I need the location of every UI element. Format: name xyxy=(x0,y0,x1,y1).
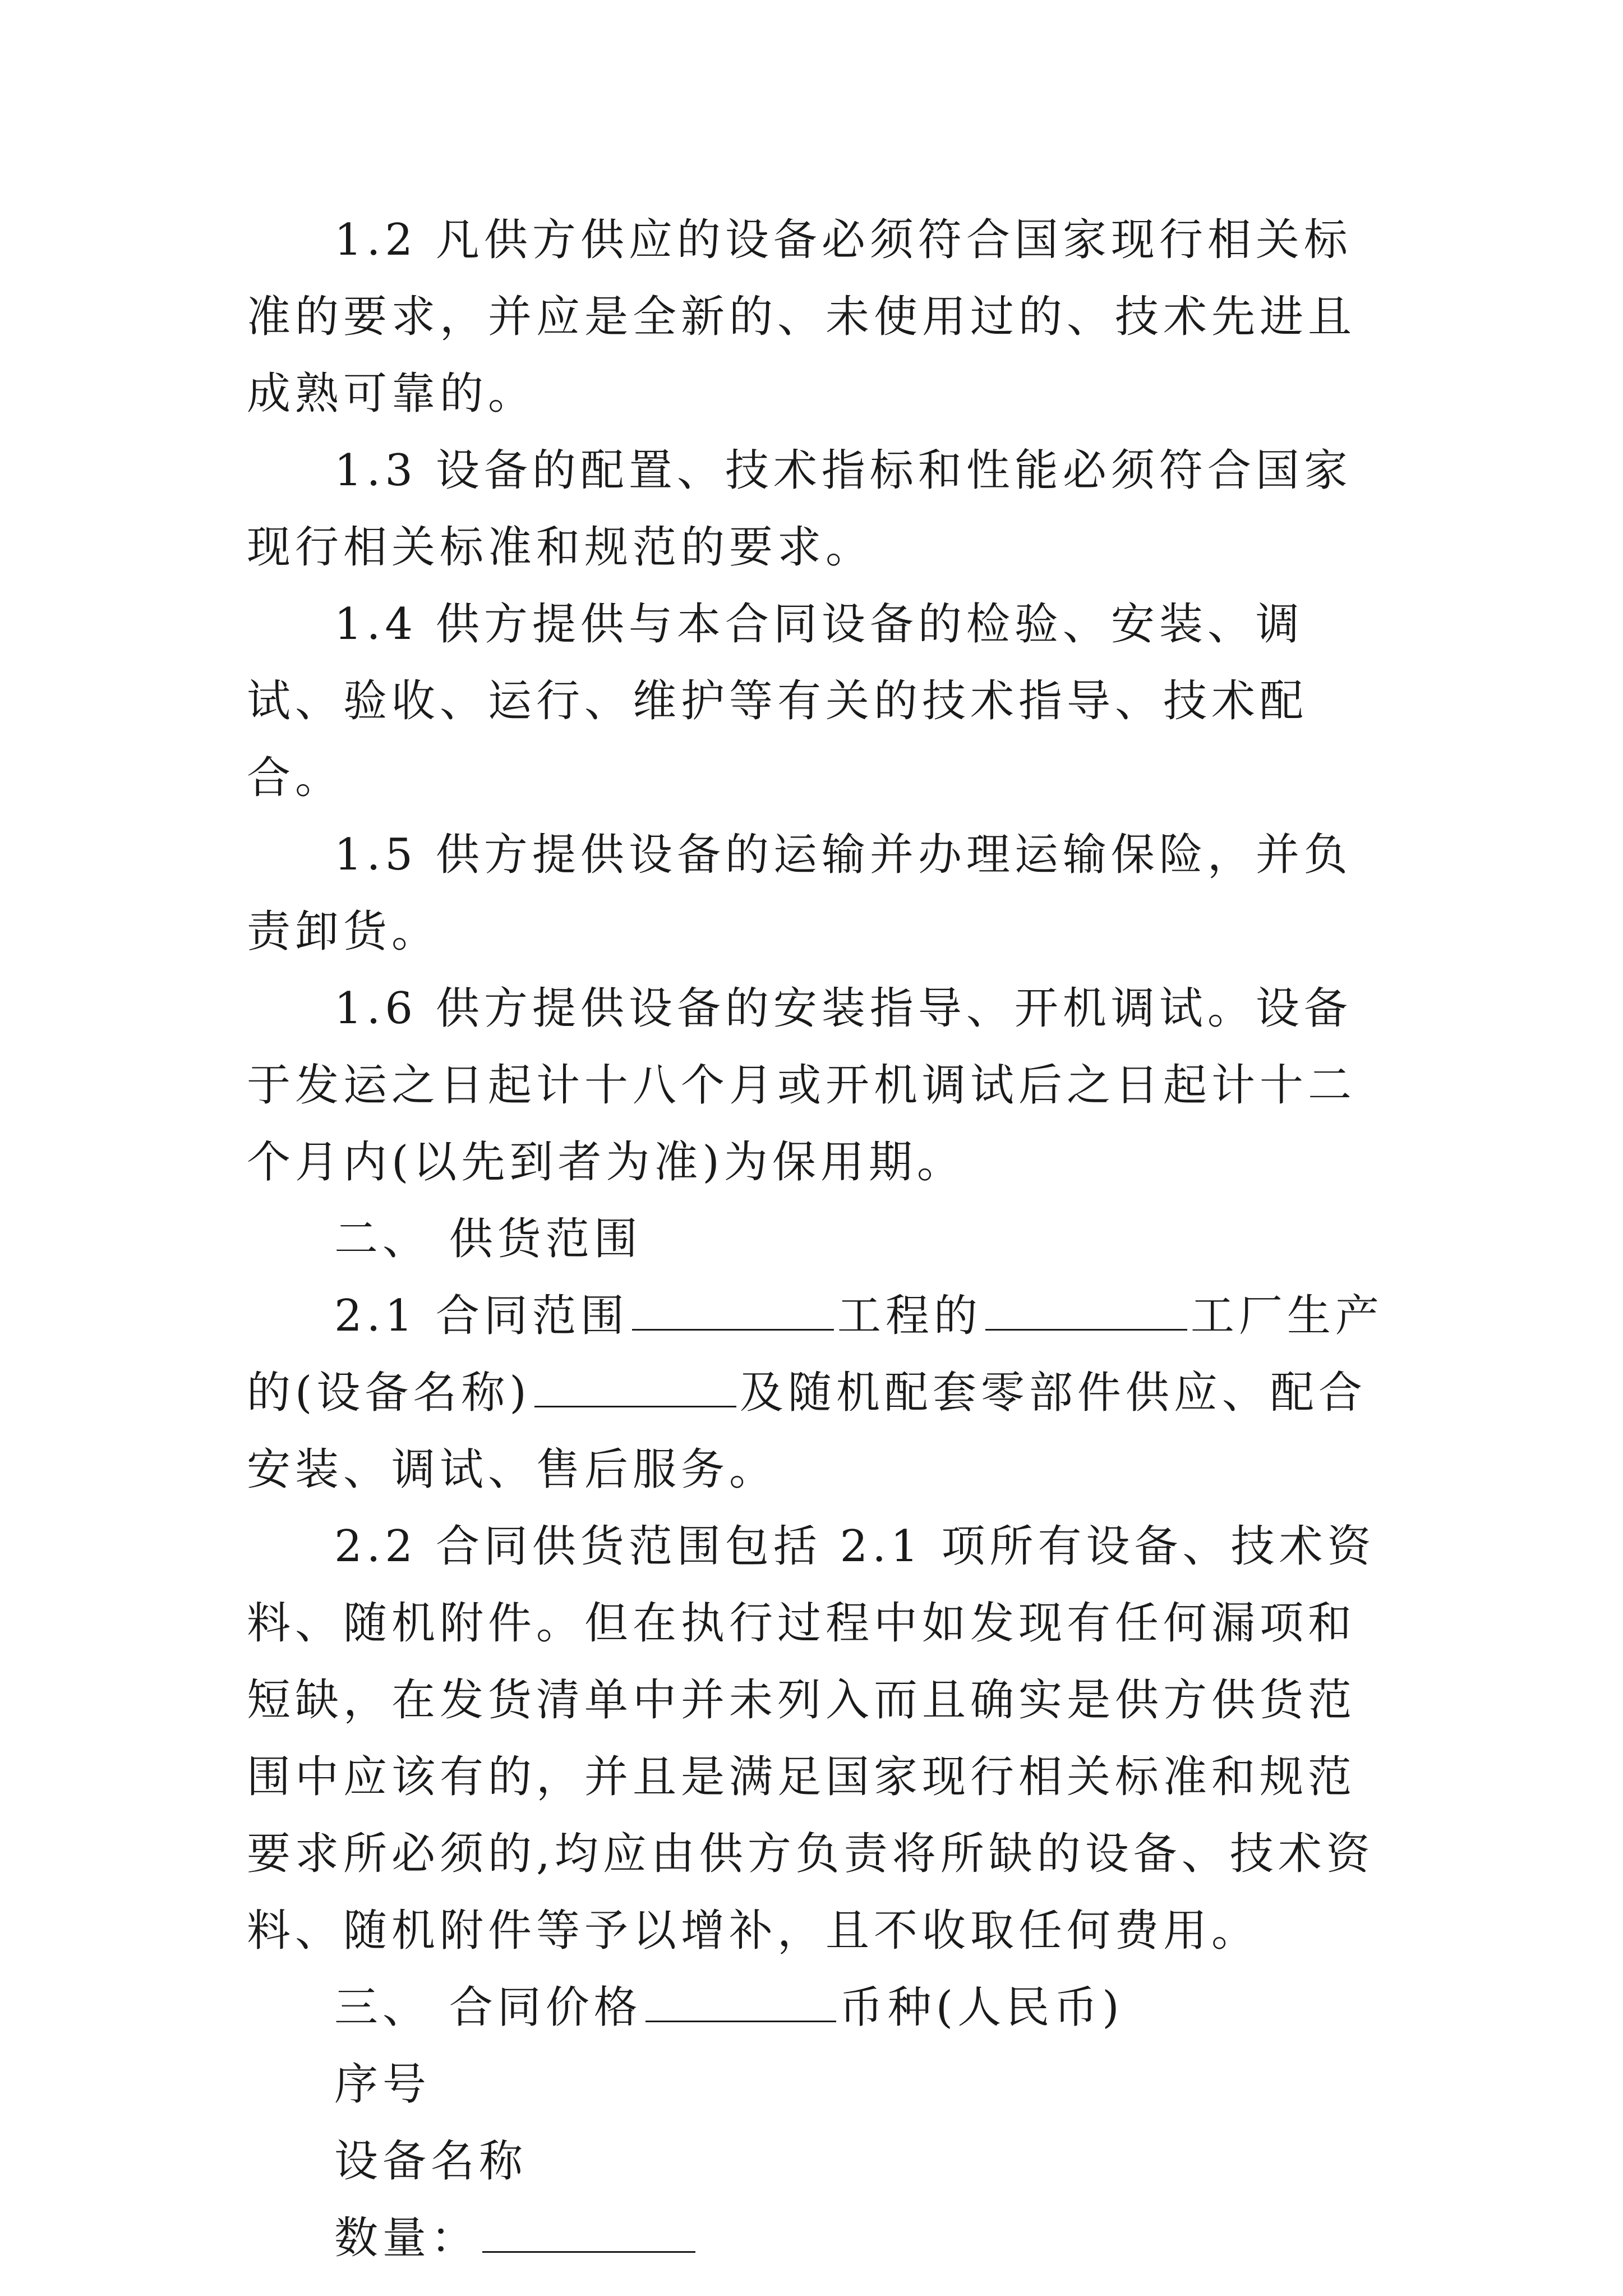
currency-text: 币种(人民币) xyxy=(839,1982,1124,2033)
section-3-heading-text: 三、 合同价格 xyxy=(334,1982,642,2033)
section-2-heading: 二、 供货范围 xyxy=(334,1214,642,1264)
clause-2-1-part-b: 工程的 xyxy=(837,1291,982,1341)
factory-name-blank xyxy=(985,1295,1187,1331)
item-qty-line xyxy=(247,2200,1391,2277)
clause-2-1-part-a: 2.1 合同范围 xyxy=(334,1291,629,1341)
item-name-label: 设备名称 xyxy=(334,2136,528,2187)
contract-price-blank xyxy=(645,1987,836,2022)
quantity-blank xyxy=(482,2217,695,2253)
document-page xyxy=(247,202,1391,2277)
section-3-heading xyxy=(247,1970,1391,2046)
clause-1-2: 1.2 凡供方供应的设备必须符合国家现行相关标准的要求，并应是全新的、未使用过的、技术先进且成熟可靠的。 xyxy=(247,215,1357,419)
clause-2-2: 2.2 合同供货范围包括 2.1 项所有设备、技术资料、随机附件。但在执行过程中如发现有任何漏项和短缺，在发货清单中并未列入而且确实是供方供货范围中应该有的，并且是满足国家现行相关标准和规范要求所必须的,均应由供方负责将所缺的设备、技术资料、随机附件等予以增补，且不收取任何费用。 xyxy=(247,1521,1376,1956)
item-qty-label: 数量： xyxy=(334,2213,479,2263)
equipment-name-blank xyxy=(534,1372,736,1407)
clause-1-5: 1.5 供方提供设备的运输并办理运输保险，并负责卸货。 xyxy=(247,830,1352,957)
clause-2-1-part-c: 工厂生产的(设备名称) xyxy=(247,1291,1384,1418)
clause-2-1-part-d: 及随机配套零部件供应、配合安装、调试、售后服务。 xyxy=(247,1368,1367,1495)
clause-1-6: 1.6 供方提供设备的安装指导、开机调试。设备于发运之日起计十八个月或开机调试后之日起计十二个月内(以先到者为准)为保用期。 xyxy=(247,983,1357,1188)
clause-1-3: 1.3 设备的配置、技术指标和性能必须符合国家现行相关标准和规范的要求。 xyxy=(247,445,1352,573)
clause-1-4: 1.4 供方提供与本合同设备的检验、安装、调试、验收、运行、维护等有关的技术指导、技术配合。 xyxy=(247,599,1308,803)
project-name-blank xyxy=(632,1295,834,1331)
clause-2-1 xyxy=(247,1278,1391,1508)
item-serial-label: 序号 xyxy=(334,2059,431,2110)
